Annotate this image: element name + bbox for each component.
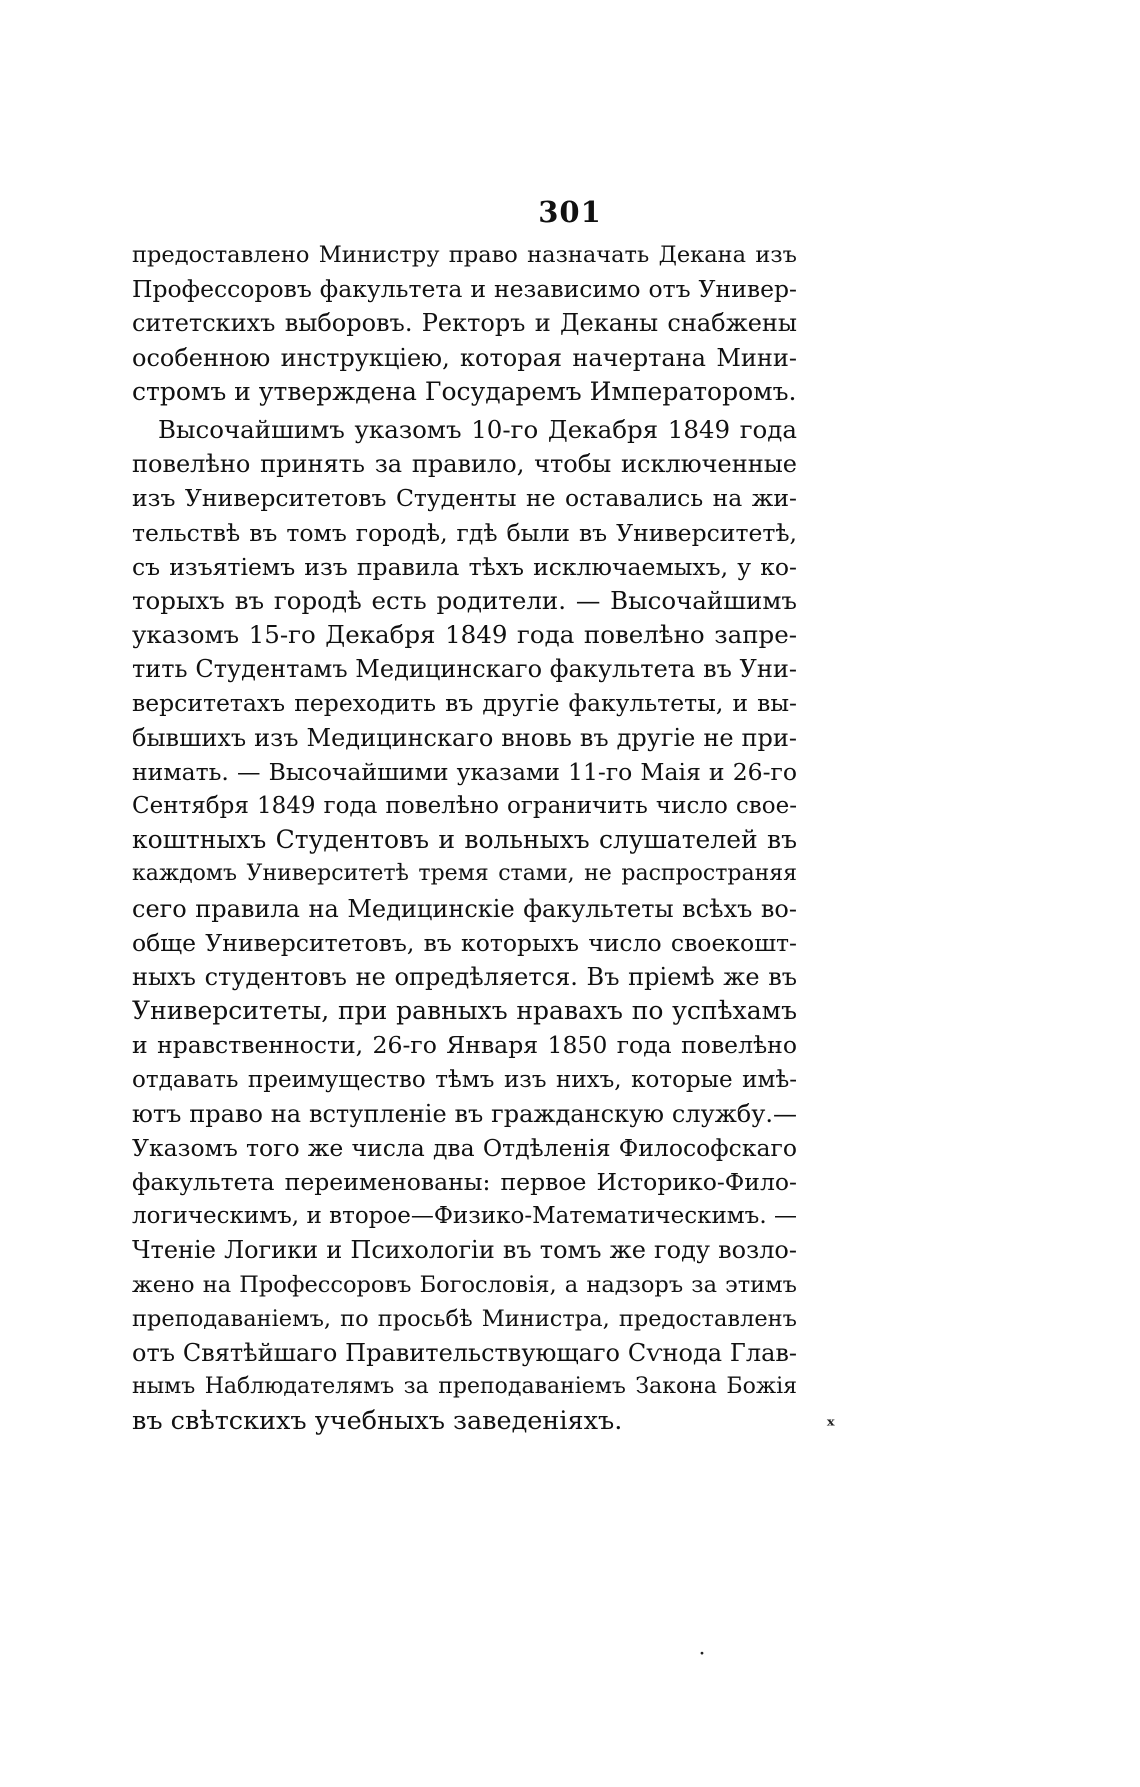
text-line: Указомъ того же числа два Отдѣленія Философскаго <box>132 1133 797 1162</box>
text-line: отдавать преимущество тѣмъ изъ нихъ, которые имѣ- <box>132 1066 797 1093</box>
text-line: отъ Святѣйшаго Правительствующаго Сѵнода Глав- <box>132 1339 797 1367</box>
text-line: Сентября 1849 года повелѣно ограничить число свое- <box>132 793 797 819</box>
text-line: въ свѣтскихъ учебныхъ заведеніяхъ. <box>132 1406 623 1437</box>
text-line: особенною инструкціею, которая начертана Мини- <box>132 343 797 372</box>
margin-speck: ˙ <box>697 1648 707 1672</box>
text-line: торыхъ въ городѣ есть родители. — Высочайшимъ <box>132 585 797 615</box>
text-line: тельствѣ въ томъ городѣ, гдѣ были въ Университетѣ, <box>132 518 797 547</box>
text-line: Университеты, при равныхъ нравахъ по успѣхамъ <box>132 996 797 1026</box>
text-line: повелѣно принять за правило, чтобы исключенные <box>132 450 797 479</box>
text-line: жено на Профессоровъ Богословія, а надзоръ за этимъ <box>132 1271 797 1298</box>
text-line: нимать. — Высочайшими указами 11-го Маія и 26-го <box>132 757 797 786</box>
text-line: логическимъ, и второе—Физико-Математическимъ. — <box>132 1203 797 1230</box>
text-line: Высочайшимъ указомъ 10-го Декабря 1849 года <box>158 414 797 444</box>
text-line: Профессоровъ факультета и независимо отъ Универ- <box>132 275 797 304</box>
text-line: ютъ право на вступленіе въ гражданскую службу.— <box>132 1099 797 1128</box>
page-number: 301 <box>538 195 602 229</box>
margin-speck: ˣ <box>826 1413 836 1437</box>
text-line: верситетахъ переходить въ другіе факультеты, и вы- <box>132 689 797 718</box>
text-line: Чтеніе Логики и Психологіи въ томъ же году возло- <box>132 1236 797 1265</box>
text-line: тить Студентамъ Медицинскаго факультета въ Уни- <box>132 655 797 684</box>
text-line: обще Университетовъ, въ которыхъ число своекошт- <box>132 928 797 957</box>
text-line: каждомъ Университетѣ тремя стами, не распространяя <box>132 861 797 887</box>
text-line: съ изъятіемъ изъ правила тѣхъ исключаемыхъ, у ко- <box>132 552 797 581</box>
text-line: ситетскихъ выборовъ. Ректоръ и Деканы снабжены <box>132 309 797 338</box>
text-line: коштныхъ Студентовъ и вольныхъ слушателей въ <box>132 825 797 855</box>
text-line: бывшихъ изъ Медицинскаго вновь въ другіе не при- <box>132 723 797 752</box>
text-line: сего правила на Медицинскіе факультеты всѣхъ во- <box>132 894 797 923</box>
text-line: изъ Университетовъ Студенты не оставались на жи- <box>132 484 797 513</box>
text-line: и нравственности, 26-го Января 1850 года повелѣно <box>132 1031 797 1060</box>
text-line: ныхъ студентовъ не опредѣляется. Въ пріемѣ же въ <box>132 962 797 991</box>
text-line: указомъ 15-го Декабря 1849 года повелѣно запре- <box>132 620 797 650</box>
text-line: факультета переименованы: первое Историко-Фило- <box>132 1168 797 1197</box>
text-line: преподаваніемъ, по просьбѣ Министра, предоставленъ <box>132 1305 797 1332</box>
text-line: нымъ Наблюдателямъ за преподаваніемъ Закона Божія <box>132 1374 797 1400</box>
text-line: стромъ и утверждена Государемъ Императоромъ. <box>132 376 797 406</box>
body-text <box>132 238 797 1439</box>
text-line: предоставлено Министру право назначать Декана изъ <box>132 242 797 268</box>
